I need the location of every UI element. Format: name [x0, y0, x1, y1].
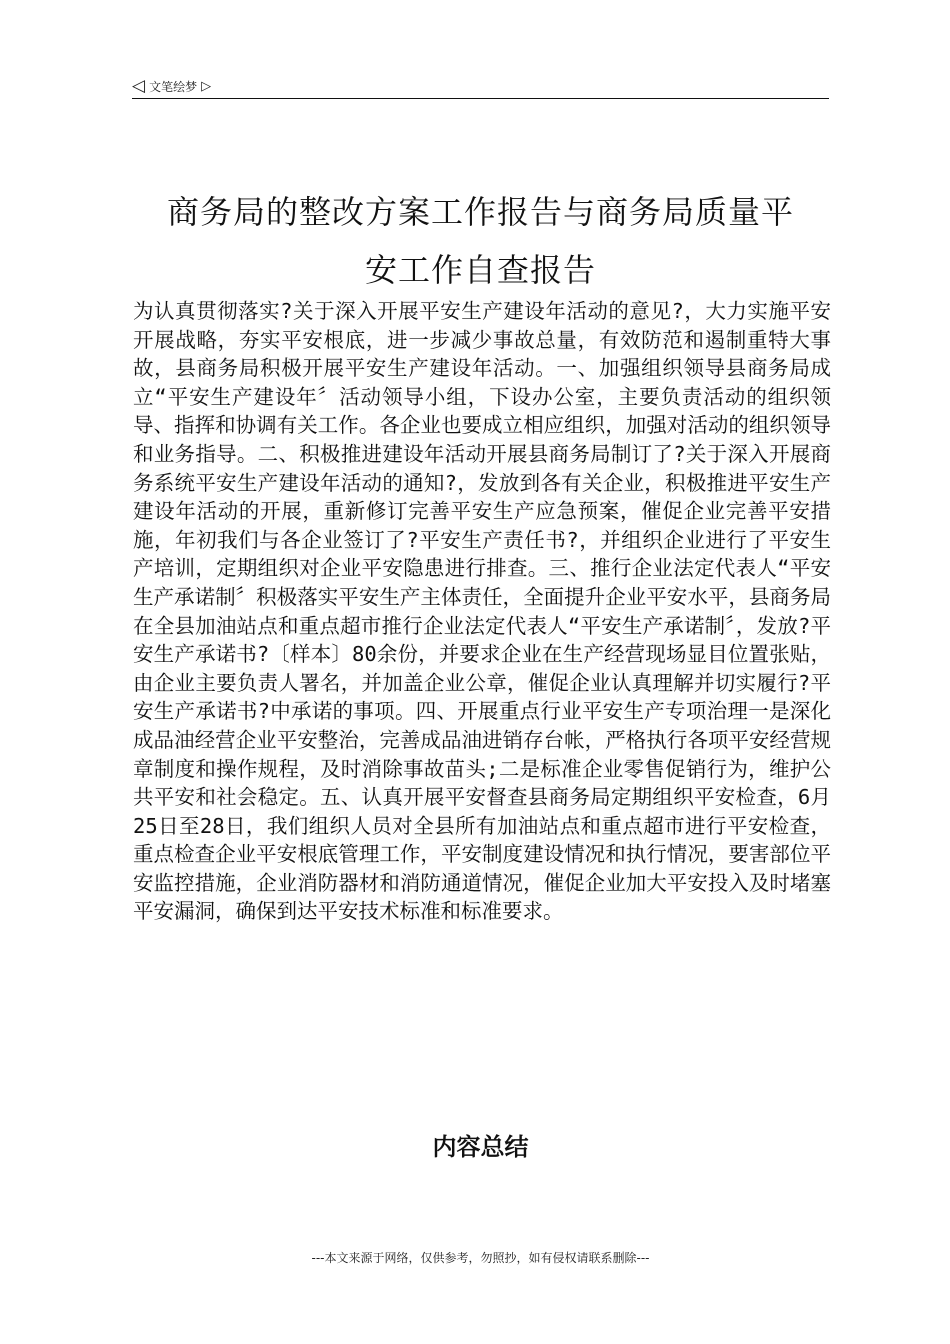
page-header: [132, 74, 829, 98]
title-line-2: 安工作自查报告: [364, 251, 596, 289]
triangle-right-icon: ▷: [201, 78, 212, 94]
document-title: [132, 183, 829, 299]
triangle-left-icon: ◁: [132, 75, 146, 96]
header-divider: [132, 98, 829, 99]
summary-heading: 内容总结: [432, 1132, 529, 1161]
header-brand: 文笔绘梦: [149, 79, 198, 94]
footer-disclaimer: ---本文来源于网络，仅供参考，勿照抄，如有侵权请联系删除---: [311, 1251, 650, 1265]
document-body: 为认真贯彻落实?关于深入开展平安生产建设年活动的意见?，大力实施平安开展战略，夯实平安根底，进一步减少事故总量，有效防范和遏制重特大事故，县商务局积极开展平安生产建设年活动。一、加强组织领导县商务局成立“平安生产建设年〞活动领导小组，下设办公室，主要负责活动的组织领导、指挥和协调有关工作。各企业也要成立相应组织，加强对活动的组织领导和业务指导。二、积极推进建设年活动开展县商务局制订了?关于深入开展商务系统平安生产建设年活动的通知?，发放到各有关企业，积极推进平安生产建设年活动的开展，重新修订完善平安生产应急预案，催促企业完善平安措施，年初我们与各企业签订了?平安生产责任书?，并组织企业进行了平安生产培训，定期组织对企业平安隐患进行排查。三、推行企业法定代表人“平安生产承诺制〞积极落实平安生产主体责任，全面提升企业平安水平，县商务局在全县加油站点和重点超市推行企业法定代表人“平安生产承诺制〞，发放?平安生产承诺书?〔样本〕80余份，并要求企业在生产经营现场显目位置张贴，由企业主要负责人署名，并加盖企业公章，催促企业认真理解并切实履行?平安生产承诺书?中承诺的事项。四、开展重点行业平安生产专项治理一是深化成品油经营企业平安整治，完善成品油进销存台帐，严格执行各项平安经营规章制度和操作规程，及时消除事故苗头;二是标准企业零售促销行为，维护公共平安和社会稳定。五、认真开展平安督查县商务局定期组织平安检查，6月25日至28日，我们组织人员对全县所有加油站点和重点超市进行平安检查，重点检查企业平安根底管理工作，平安制度建设情况和执行情况，要害部位平安监控措施，企业消防器材和消防通道情况，催促企业加大平安投入及时堵塞平安漏洞，确保到达平安技术标准和标准要求。: [133, 299, 831, 924]
title-line-1: 商务局的整改方案工作报告与商务局质量平: [166, 193, 794, 231]
